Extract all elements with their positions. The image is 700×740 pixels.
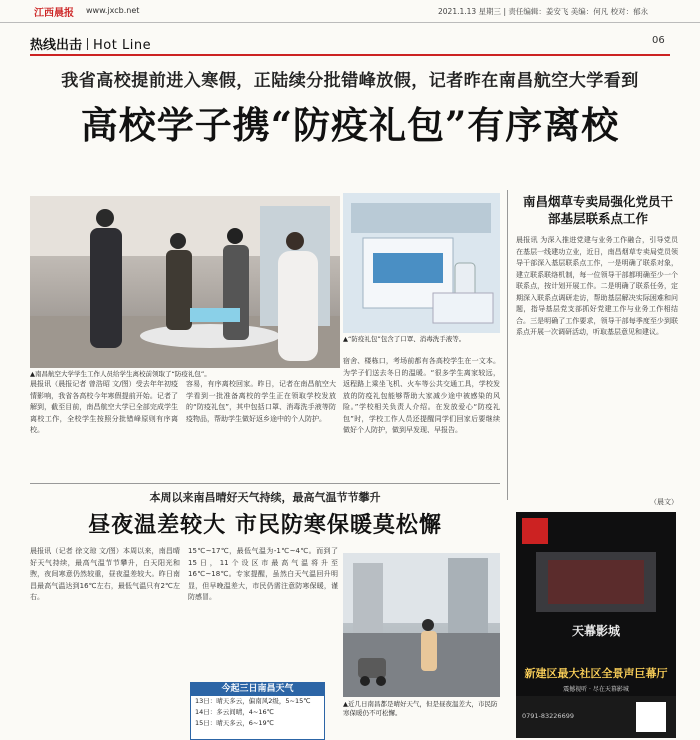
second-headline: 昼夜温差较大 市民防寒保暖莫松懈	[88, 512, 442, 538]
ad-slogan: 新建区最大社区全景声巨幕厅	[524, 667, 668, 680]
weather-row: 14日：多云间晴，4~16℃	[195, 708, 274, 716]
photo3-caption: ▲近几日南昌都是晴好天气，但是昼夜温差大，市民防寒保暖仍不可松懈。	[343, 700, 498, 717]
main-subhead: 我省高校提前进入寒假，正陆续分批错峰放假，记者昨在南昌航空大学看到	[61, 71, 639, 91]
issue-meta: 2021.1.13 星期三 | 责任编辑：姜安飞 美编：何凡 校对：郁永	[438, 7, 649, 16]
street-photo	[343, 553, 500, 697]
photo2-caption: ▲“防疫礼包”包含了口罩、消毒洗手液等。	[343, 335, 466, 343]
weather-row: 15日：晴天多云，6~19℃	[195, 719, 274, 727]
section-rule	[30, 54, 670, 56]
main-column-2: 容易，有序离校回家。昨日，记者在南昌航空大学看到一批准备离校的学生正在领取学校发放的“防疫礼包”，其中包括口罩、消毒洗手液等防疫物品，帮助学生做好返乡途中的个人防护。	[186, 380, 336, 423]
page-header	[0, 0, 700, 23]
students-photo-illustration	[30, 196, 340, 368]
second-deck: 本周以来南昌晴好天气持续，最高气温节节攀升	[149, 491, 381, 504]
sidebar-divider	[507, 190, 508, 500]
ad-brand: 天幕影城	[571, 624, 620, 638]
second-column-2: 15℃~17℃，最低气温为-1℃~4℃。而到了15日，11个设区市最高气温将升至16℃~18℃。专家提醒，虽然白天气温回升明显，但早晚温差大，市民仍需注意防寒保暖，谨防感冒。	[188, 547, 338, 601]
section-en: Hot Line	[93, 38, 152, 53]
page-number: 06	[652, 35, 665, 46]
supplies-photo-illustration	[343, 193, 500, 333]
section-cn: 热线出击	[30, 38, 83, 53]
main-column-1: 晨报讯（晨报记者 曾浩昭 文/图）受去年年初疫情影响，我省各高校今年寒假提前开始。记者了解到，截至目前，南昌航空大学已全部完成学生离校工作，全校学生按照分批错峰原则有序离校。	[30, 380, 178, 434]
article-separator	[30, 483, 500, 484]
site-url[interactable]: www.jxcb.net	[86, 6, 140, 15]
ad-phone: 0791-83226699	[522, 712, 574, 720]
ad-tagline: 震撼视听 · 尽在天幕影城	[563, 686, 629, 693]
sidebar-byline: （晨文）	[650, 498, 678, 506]
second-column-1: 晨报讯（记者 徐文琼 文/图）本周以来，南昌晴好天气持续，最高气温节节攀升，白天阳光和煦，夜间寒意仍然较重，昼夜温差较大。昨日南昌最高气温达到16℃左右，最低气温只有2℃左右。	[30, 547, 180, 601]
section-divider	[87, 38, 88, 50]
weather-row: 13日：晴天多云，偏南风2级，5~15℃	[195, 697, 311, 705]
cinema-ad[interactable]	[516, 512, 676, 738]
supplies-photo	[343, 193, 500, 333]
newspaper-logo: 江西晨报	[34, 8, 74, 19]
weather-title: 今起三日南昌天气	[191, 683, 324, 696]
street-photo-illustration	[343, 553, 500, 697]
main-column-3: 宿舍、楼栋口，考场前都有各高校学生在一文本。为学子们送去冬日的温暖。“很多学生离家较远，返程路上乘坐飞机、火车等公共交通工具，学校发放的防疫礼包能够帮助大家减少途中被感染的风险。”学校相关负责人介绍。在发放爱心“防疫礼包”时，学校工作人员还提醒同学们回家后要继续做好个人防护，做到早发现、早报告。	[343, 357, 500, 434]
sidebar-body: 晨报讯 为深入推进党建与业务工作融合，引导党员在基层一线建功立业，近日，南昌烟草专卖局党员领导干部深入基层联系点工作，一是明确了联系对象，建立联系联络机制，每一位领导干部都明确至少一个联系点，按计划开展工作。二是明确了联系任务，定期深入联系点调研走访，帮助基层解决实际困难和问题，指导基层党支部抓好党建工作与业务工作相结合。三是明确了工作要求，领导干部每季度至少到联系点开展一次调研活动，听取基层意见和建议。	[516, 236, 678, 336]
students-photo	[30, 196, 340, 368]
section-title	[30, 34, 151, 53]
photo1-caption: ▲南昌航空大学学生工作人员给学生离校前领取了“防疫礼包”。	[30, 370, 211, 378]
main-headline: 高校学子携“防疫礼包”有序离校	[80, 103, 620, 147]
weather-box	[190, 682, 325, 740]
sidebar-headline: 南昌烟草专卖局强化党员干部基层联系点工作	[522, 194, 673, 226]
